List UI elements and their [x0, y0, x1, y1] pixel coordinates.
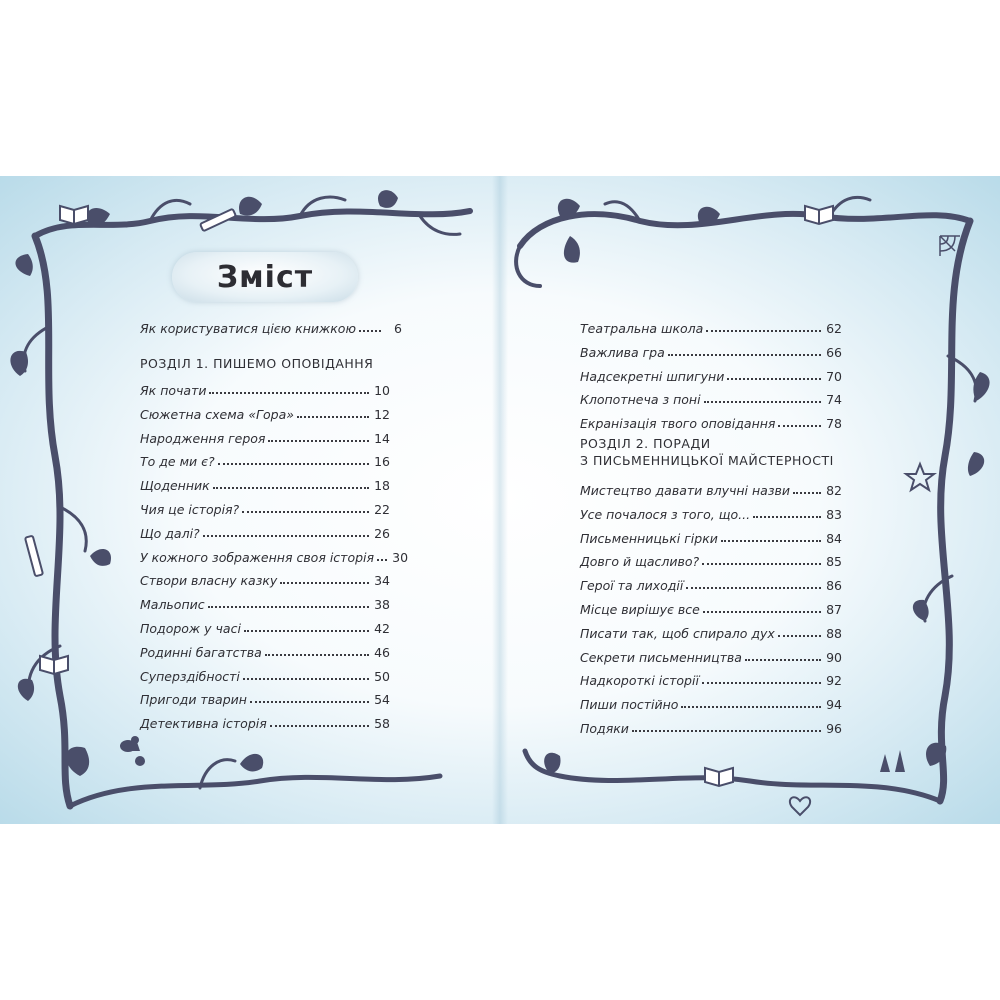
toc-entry-page: 62: [826, 321, 842, 336]
leader-dots: [203, 535, 369, 537]
leader-dots: [727, 378, 821, 380]
toc-entry-page: 83: [826, 506, 842, 522]
toc-entry-page: 50: [374, 668, 390, 684]
leader-dots: [778, 425, 821, 427]
leader-dots: [668, 354, 821, 356]
toc-entry[interactable]: [140, 521, 390, 541]
toc-entry[interactable]: [140, 616, 390, 636]
toc-entry-label: Екранізація твого оповідання: [580, 416, 776, 432]
book-spread: [0, 176, 1000, 824]
toc-entry-page: 18: [374, 478, 390, 494]
toc-entry-label: Подорож у часі: [140, 621, 241, 636]
toc-entry-page: 84: [826, 530, 842, 546]
toc-entry[interactable]: [140, 316, 402, 336]
toc-entry-page: 86: [826, 578, 842, 594]
toc-entry-label: Що далі?: [140, 525, 200, 541]
toc-entry[interactable]: [140, 568, 390, 588]
toc-entry-label: Чия це історія?: [140, 502, 240, 517]
toc-entry-page: 94: [826, 697, 842, 713]
toc-entry-label: Народження героя: [140, 430, 266, 446]
toc-entry-label: Створи власну казку: [140, 573, 278, 589]
toc-entry[interactable]: [140, 687, 390, 707]
toc-entry-label: Сюжетна схема «Гора»: [140, 406, 294, 422]
section2-heading-line1: РОЗДІЛ 2. ПОРАДИ: [580, 436, 711, 451]
leader-dots: [242, 511, 369, 513]
toc-entry-label: Писати так, щоб спирало дух: [580, 625, 775, 641]
toc-entry[interactable]: [580, 645, 842, 665]
toc-entry-label: Театральна школа: [580, 321, 704, 336]
toc-entry[interactable]: [140, 497, 390, 517]
toc-entry-label: Мистецтво давати влучні назви: [580, 483, 790, 498]
toc-entry-label: То де ми є?: [140, 454, 215, 470]
toc-entry-page: 6: [394, 321, 402, 336]
heart-icon: [790, 797, 810, 815]
leader-dots: [702, 563, 821, 565]
leader-dots: [244, 630, 369, 632]
leader-dots: [208, 606, 369, 608]
toc-entry-page: 16: [374, 454, 390, 470]
leader-dots: [778, 635, 821, 637]
toc-entry-label: Мальопис: [140, 597, 205, 613]
toc-entry-page: 85: [826, 554, 842, 570]
leader-dots: [250, 701, 369, 703]
toc-entry-page: 10: [374, 383, 390, 398]
toc-entry-label: Довго й щасливо?: [580, 554, 700, 570]
toc-entry[interactable]: [580, 387, 842, 407]
toc-entry-page: 96: [826, 721, 842, 736]
toc-entry-label: Щоденник: [140, 478, 210, 494]
toc-entry-label: Герої та лиходії: [580, 578, 684, 594]
toc-entry[interactable]: [140, 473, 390, 493]
toc-entry-page: 46: [374, 644, 390, 660]
toc-entry[interactable]: [140, 592, 390, 612]
toc-entry[interactable]: [580, 668, 842, 688]
leader-dots: [745, 659, 821, 661]
toc-entry-label: Суперздібності: [140, 668, 240, 684]
toc-entry[interactable]: [580, 573, 842, 593]
toc-entry-page: 70: [826, 368, 842, 384]
section2-heading-line2: З ПИСЬМЕННИЦЬКОЇ МАЙСТЕРНОСТІ: [580, 453, 834, 468]
toc-entry-page: 30: [392, 549, 409, 565]
toc-entry-page: 82: [826, 483, 842, 498]
toc-entry[interactable]: [140, 378, 390, 398]
toc-entry-label: Як користуватися цією книжкою: [140, 321, 356, 336]
toc-entry-page: 87: [826, 602, 842, 617]
toc-entry-page: 54: [374, 692, 390, 708]
leader-dots: [297, 416, 369, 418]
toc-entry-page: 12: [374, 406, 390, 422]
toc-entry[interactable]: [140, 545, 409, 565]
toc-entry-label: Надкороткі історії: [580, 673, 699, 689]
toc-entry-label: У кожного зображення своя історія: [140, 549, 375, 565]
toc-entry-page: 26: [374, 525, 390, 541]
leader-dots: [359, 330, 381, 332]
toc-entry-label: Детективна історія: [140, 716, 267, 732]
toc-entry[interactable]: [140, 426, 390, 446]
toc-entry-label: Важлива гра: [580, 344, 665, 360]
leader-dots: [243, 678, 369, 680]
toc-entry[interactable]: [140, 449, 390, 469]
leader-dots: [377, 559, 387, 561]
leader-dots: [793, 492, 821, 494]
toc-entry[interactable]: [580, 316, 842, 336]
leader-dots: [218, 463, 369, 465]
leader-dots: [703, 611, 821, 613]
toc-entry-label: Клопотнеча з поні: [580, 392, 701, 408]
leader-dots: [753, 516, 821, 518]
toc-entry-page: 38: [374, 597, 390, 613]
toc-entry[interactable]: [580, 411, 842, 431]
leader-dots: [686, 587, 821, 589]
toc-entry-page: 78: [826, 416, 842, 432]
section1-heading: РОЗДІЛ 1. ПИШЕМО ОПОВІДАННЯ: [140, 356, 374, 371]
leader-dots: [280, 582, 369, 584]
toc-entry[interactable]: [580, 526, 842, 546]
pencil-icon-left: [25, 536, 43, 577]
toc-entry[interactable]: [580, 716, 842, 736]
toc-entry[interactable]: [580, 549, 842, 569]
star-icon: [906, 464, 934, 490]
leader-dots: [213, 487, 369, 489]
toc-entry-label: Місце вирішує все: [580, 602, 700, 617]
leader-dots: [721, 540, 821, 542]
leader-dots: [268, 440, 369, 442]
leader-dots: [270, 725, 369, 727]
book-icon-right-bottom: [705, 768, 733, 786]
toc-entry-label: Письменницькі гірки: [580, 530, 718, 546]
leader-dots: [681, 706, 821, 708]
toc-entry-page: 66: [826, 344, 842, 360]
toc-entry-page: 74: [826, 392, 842, 408]
toc-entry-page: 22: [374, 502, 390, 517]
toc-entry[interactable]: [140, 640, 390, 660]
toc-entry[interactable]: [580, 597, 842, 617]
contents-title: Зміст: [216, 259, 314, 295]
toc-entry-page: 14: [374, 430, 390, 446]
toc-entry-page: 92: [826, 673, 842, 689]
toc-entry-label: Пригоди тварин: [140, 692, 247, 708]
toc-entry-page: 88: [826, 625, 842, 641]
toc-entry-page: 42: [374, 621, 390, 636]
toc-entry[interactable]: [580, 478, 842, 498]
toc-entry-label: Як почати: [140, 383, 207, 398]
toc-entry-label: Усе почалося з того, що...: [580, 506, 751, 522]
toc-entry[interactable]: [580, 692, 842, 712]
toc-entry[interactable]: [140, 664, 390, 684]
book-icon: [60, 206, 88, 224]
leader-dots: [706, 330, 821, 332]
toc-entry-page: 90: [826, 649, 842, 665]
toc-entry-page: 58: [374, 716, 390, 732]
left-page: [0, 176, 500, 824]
toc-entry[interactable]: [140, 402, 390, 422]
toc-entry[interactable]: [580, 502, 842, 522]
right-page: [500, 176, 1000, 824]
toc-entry-label: Секрети письменництва: [580, 649, 742, 665]
toc-entry-page: 34: [374, 573, 390, 589]
contents-title-badge: [172, 252, 358, 302]
toc-entry-label: Надсекретні шпигуни: [580, 368, 725, 384]
toc-entry-label: Родинні багатства: [140, 644, 262, 660]
leader-dots: [209, 392, 369, 394]
toc-entry-label: Подяки: [580, 721, 629, 736]
toc-entry[interactable]: [580, 621, 842, 641]
book-icon-right: [805, 206, 833, 224]
leader-dots: [704, 401, 821, 403]
leader-dots: [265, 654, 369, 656]
toc-entry-label: Пиши постійно: [580, 697, 679, 713]
leader-dots: [702, 682, 821, 684]
toc-entry[interactable]: [140, 711, 390, 731]
leader-dots: [632, 730, 821, 732]
toc-entry[interactable]: [580, 340, 842, 360]
toc-entry[interactable]: [580, 364, 842, 384]
